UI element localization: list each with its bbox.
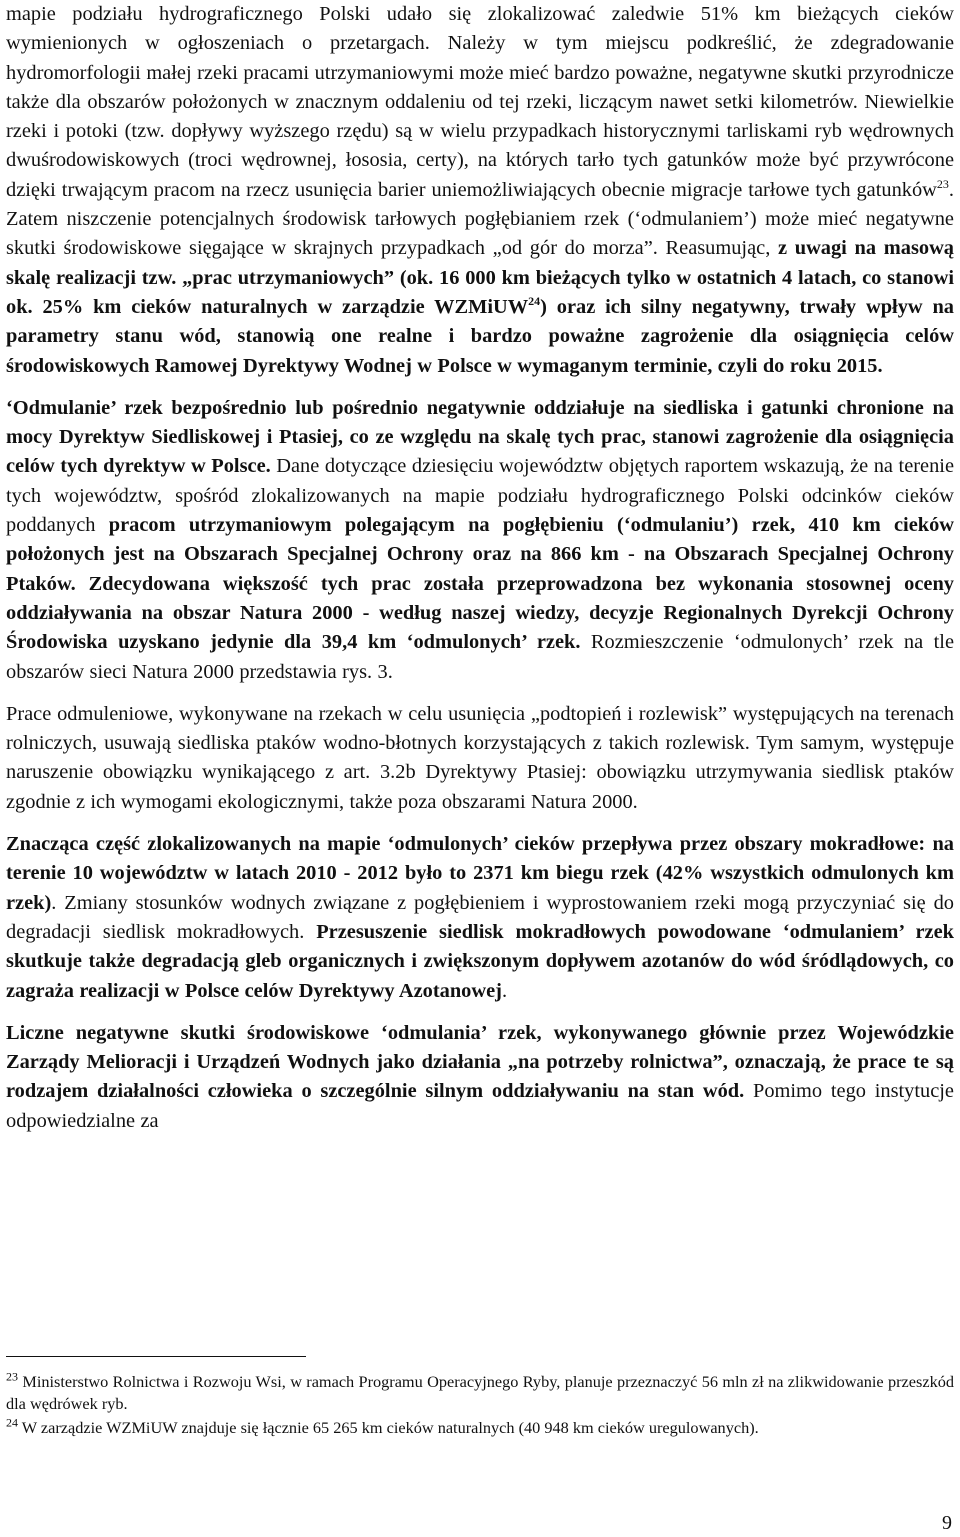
paragraph: [6, 394, 954, 687]
text-run: Rozmieszczenie ‘odmulonych’ rzek na tle obszarów sieci Natura 2000 przedstawia rys. 3.: [6, 631, 954, 683]
bold-text: ) oraz ich silny negatywny, trwały wpływ na parametry stanu wód, stanowią one realne i bardzo poważne zagrożenie dla osiągnięcia celów środowiskowych Ramowej Dyrektywy Wodnej w Polsce w wymaganym terminie, czyli do roku 2015.: [6, 295, 954, 377]
footnote-ref: 23: [936, 176, 949, 191]
text-run: Pomimo tego instytucje odpowiedzialne za: [6, 1080, 954, 1132]
footnote: [6, 1417, 954, 1439]
paragraph: [6, 830, 954, 1006]
footnote-separator: [6, 1356, 306, 1357]
bold-text: Liczne negatywne skutki środowiskowe ‘odmulania’ rzek, wykonywanego głównie przez Wojewódzkie Zarządy Melioracji i Urządzeń Wodnych jako działania „na potrzeby rolnictwa”, oznaczają, że prace te są rodzajem działalności człowieka o szczególnie silnym oddziaływaniu na stan wód.: [6, 1021, 954, 1103]
bold-text: z uwagi na masową skalę realizacji tzw. „prac utrzymaniowych” (ok. 16 000 km bieżących tylko w ostatnich 4 latach, co stanowi ok. 25% km cieków naturalnych w zarządzie WZMiUW: [6, 237, 954, 318]
body-text: [6, 0, 954, 1136]
footnote-text: Ministerstwo Rolnictwa i Rozwoju Wsi, w ramach Programu Operacyjnego Ryby, planuje przeznaczyć 56 mln zł na zlikwidowanie przeszkód dla wędrówek ryb.: [6, 1372, 954, 1413]
paragraph: [6, 1019, 954, 1136]
footnote: [6, 1371, 954, 1415]
text-run: mapie podziału hydrograficznego Polski udało się zlokalizować zaledwie 51% km bieżących cieków wymienionych w ogłoszeniach o przetargach. Należy w tym miejscu podkreślić, że zdegradowanie hydromorfologii małej rzeki pracami utrzymaniowymi może mieć bardzo poważne, negatywne skutki przyrodnicze także dla obszarów położonych w znacznym oddaleniu od tej rzeki, liczącym nawet setki kilometrów. Niewielkie rzeki i potoki (tzw. dopływy wyższego rzędu) są w wielu przypadkach historycznymi tarliskami ryb wędrownych dwuśrodowiskowych (troci wędrownej, łososia, certy), na których tarło tych gatunków może być przywrócone dzięki trwającym pracom na rzecz usunięcia barier uniemożliwiających obecnie migracje tarłowe tych gatunków: [6, 3, 954, 201]
bold-text: Przesuszenie siedlisk mokradłowych powodowane ‘odmulaniem’ rzek skutkuje także degradacją gleb organicznych i zwiększonym dopływem azotanów do wód śródlądowych, co zagraża realizacji w Polsce celów Dyrektywy Azotanowej: [6, 920, 954, 1002]
bold-text: ‘Odmulanie’ rzek bezpośrednio lub pośrednio negatywnie oddziałuje na siedliska i gatunki chronione na mocy Dyrektyw Siedliskowej i Ptasiej, co ze względu na skalę tych prac, stanowi zagrożenie dla osiągnięcia celów tych dyrektyw w Polsce.: [6, 396, 954, 478]
footnote-number: 23: [6, 1369, 18, 1384]
text-run: Dane dotyczące dziesięciu województw objętych raportem wskazują, że na terenie tych województw, spośród zlokalizowanych na mapie podziału hydrograficznego Polski odcinków cieków poddanych: [6, 455, 954, 537]
text-run: . Zatem niszczenie potencjalnych środowisk tarłowych pogłębianiem rzek (‘odmulaniem’) może mieć negatywne skutki środowiskowe sięgające w skrajnych przypadkach „od gór do morza”. Reasumując,: [6, 178, 954, 260]
page-number: 9: [942, 1512, 952, 1534]
paragraph: [6, 0, 954, 381]
text-run: . Zmiany stosunków wodnych związane z pogłębieniem i wyprostowaniem rzeki mogą przyczyniać się do degradacji siedlisk mokradłowych.: [6, 891, 954, 943]
bold-text: pracom utrzymaniowym polegającym na pogłębieniu (‘odmulaniu’) rzek, 410 km cieków położonych jest na Obszarach Specjalnej Ochrony oraz na 866 km - na Obszarach Specjalnej Ochrony Ptaków. Zdecydowana większość tych prac została przeprowadzona bez wykonania stosownej oceny oddziaływania na obszar Natura 2000 - według naszej wiedzy, decyzje Regionalnych Dyrekcji Ochrony Środowiska uzyskano jedynie dla 39,4 km ‘odmulonych’ rzek.: [6, 514, 955, 654]
footnotes: [6, 1356, 954, 1439]
footnote-text: W zarządzie WZMiUW znajduje się łącznie 65 265 km cieków naturalnych (40 948 km cieków uregulowanych).: [18, 1418, 759, 1437]
text-run: .: [501, 979, 508, 1002]
text-run: Prace odmuleniowe, wykonywane na rzekach w celu usunięcia „podtopień i rozlewisk” występujących na terenach rolniczych, usuwają siedliska ptaków wodno-błotnych korzystających z takich rozlewisk. Tym samym, występuje naruszenie obowiązku wynikającego z art. 3.2b Dyrektywy Ptasiej: obowiązku utrzymywania siedlisk ptaków zgodnie z ich wymogami ekologicznymi, także poza obszarami Natura 2000.: [6, 702, 954, 813]
footnote-ref: 24: [528, 294, 541, 309]
footnote-number: 24: [6, 1415, 18, 1430]
paragraph: [6, 700, 954, 817]
bold-text: Znacząca część zlokalizowanych na mapie ‘odmulonych’ cieków przepływa przez obszary mokradłowe: na terenie 10 województw w latach 2010 - 2012 było to 2371 km biegu rzek (42% wszystkich odmulonych km rzek): [6, 833, 954, 914]
